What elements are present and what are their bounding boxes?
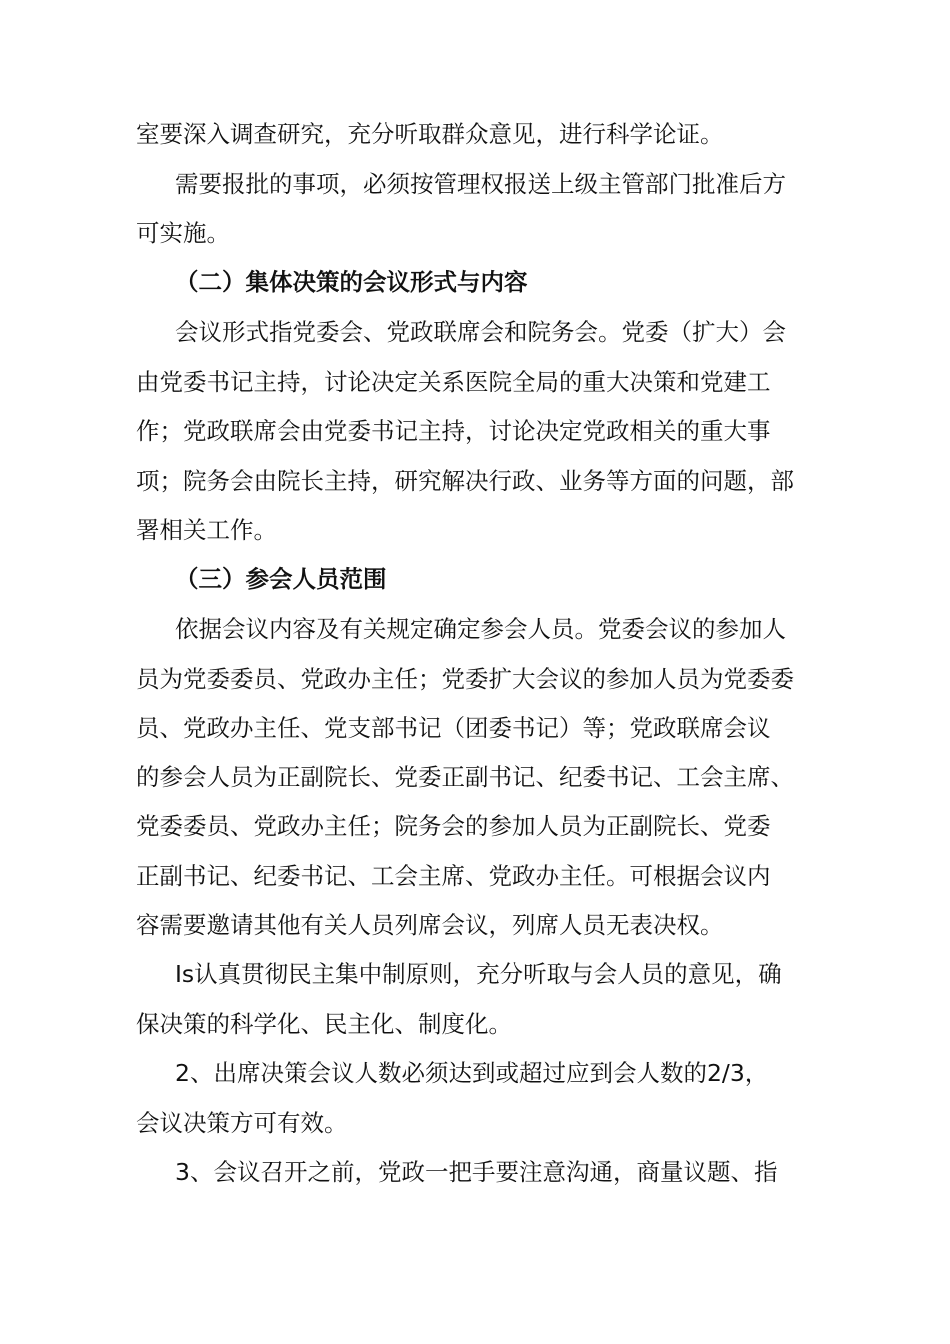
text-line: 3、会议召开之前，党政一把手要注意沟通，商量议题、指	[175, 1158, 778, 1186]
text-line: 可实施。	[136, 219, 230, 247]
text-line: 的参会人员为正副院长、党委正副书记、纪委书记、工会主席、	[136, 763, 794, 791]
text-line: 2、出席决策会议人数必须达到或超过应到会人数的2/3，	[175, 1059, 769, 1087]
text-line: 会议形式指党委会、党政联席会和院务会。党委（扩大）会	[175, 318, 786, 346]
text-line: 员为党委委员、党政办主任；党委扩大会议的参加人员为党委委	[136, 665, 794, 693]
text-line: 正副书记、纪委书记、工会主席、党政办主任。可根据会议内	[136, 862, 771, 890]
text-line: 员、党政办主任、党支部书记（团委书记）等；党政联席会议	[136, 714, 771, 742]
section-heading: （三）参会人员范围	[175, 565, 387, 593]
text-line: 由党委书记主持，讨论决定关系医院全局的重大决策和党建工	[136, 368, 771, 396]
text-line: 依据会议内容及有关规定确定参会人员。党委会议的参加人	[175, 615, 786, 643]
text-line: 需要报批的事项，必须按管理权报送上级主管部门批准后方	[175, 170, 786, 198]
text-line: 署相关工作。	[136, 516, 277, 544]
text-line: Is认真贯彻民主集中制原则，充分听取与会人员的意见，确	[175, 960, 782, 988]
text-line: 室要深入调查研究，充分听取群众意见，进行科学论证。	[136, 120, 724, 148]
text-line: 作；党政联席会由党委书记主持，讨论决定党政相关的重大事	[136, 417, 771, 445]
text-line: 会议决策方可有效。	[136, 1109, 348, 1137]
section-heading: （二）集体决策的会议形式与内容	[175, 268, 528, 296]
text-line: 项；院务会由院长主持，研究解决行政、业务等方面的问题，部	[136, 467, 794, 495]
text-line: 容需要邀请其他有关人员列席会议，列席人员无表决权。	[136, 911, 724, 939]
text-line: 党委委员、党政办主任；院务会的参加人员为正副院长、党委	[136, 812, 771, 840]
text-line: 保决策的科学化、民主化、制度化。	[136, 1010, 512, 1038]
